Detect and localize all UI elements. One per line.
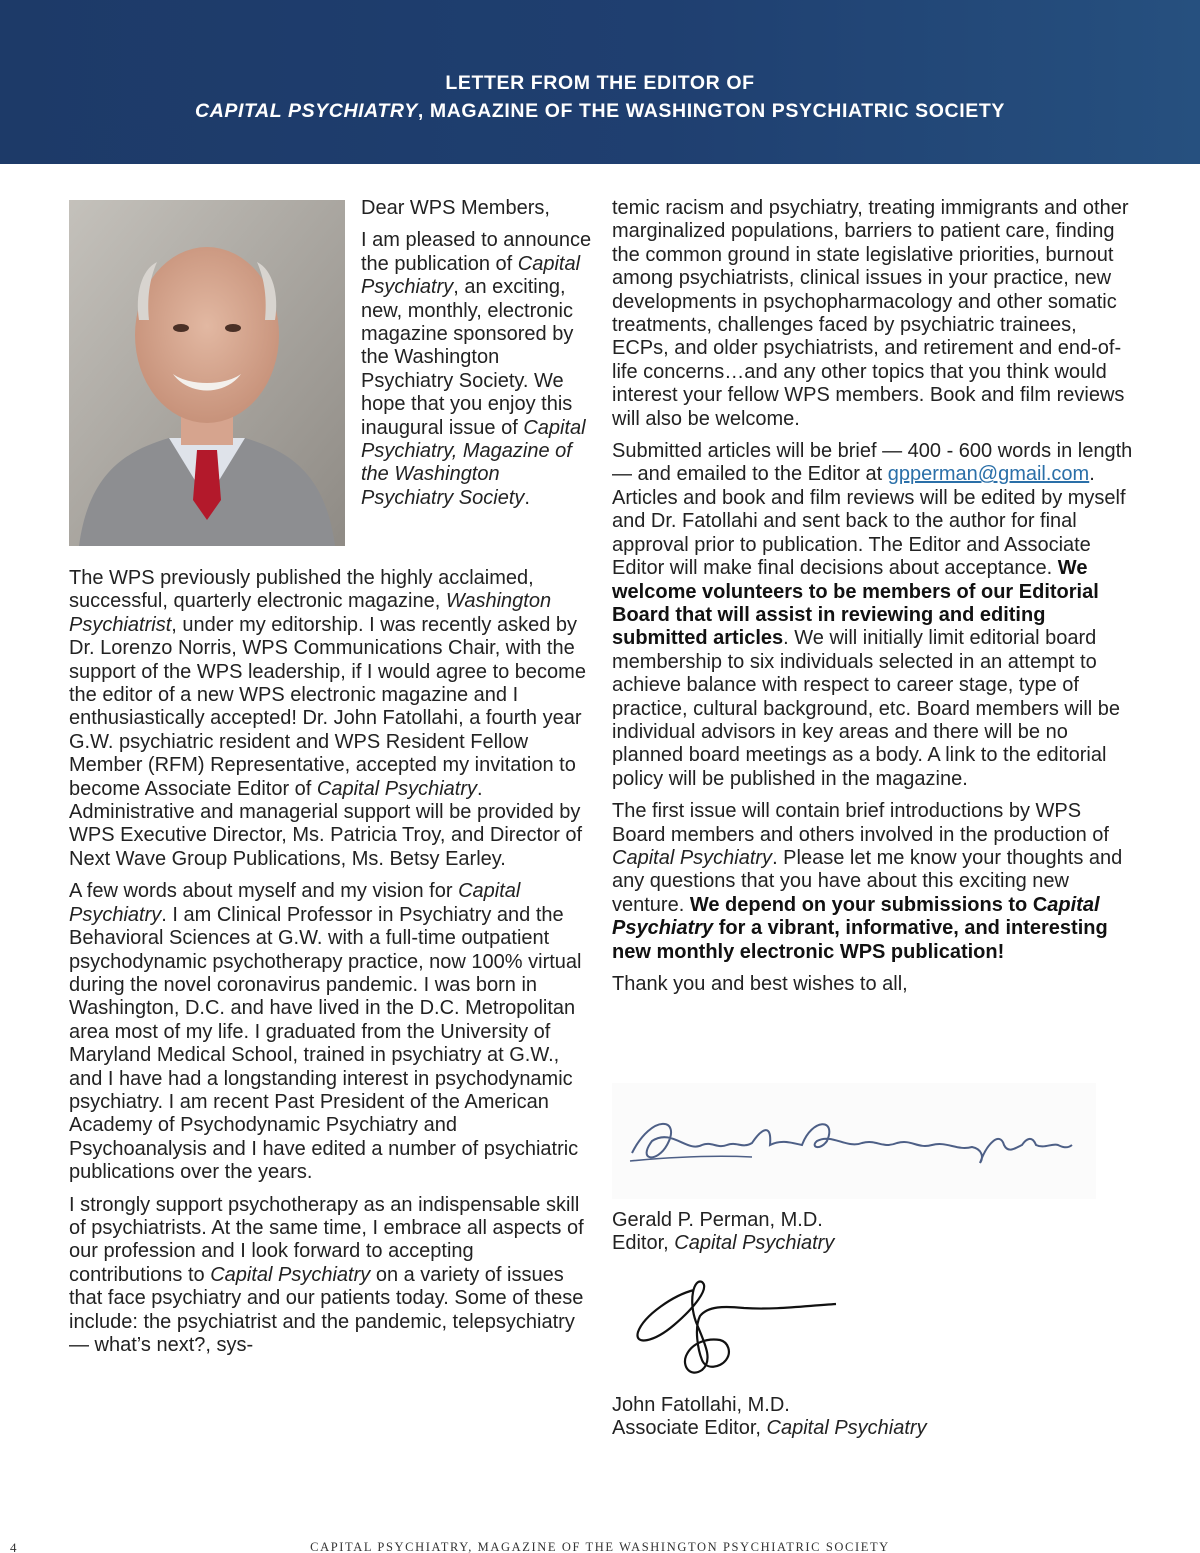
paragraph-topics: temic racism and psychiatry, treating immigrants and other marginalized populations, barriers to patient care, finding the common ground in state legislative priorities, burnout among psychiatrists, clinical issues in your practice, new developments in psychopharmacology and other somatic treatments, challenges faced by psychiatric trainees, ECPs, and older psychiatrists, and retirement and end-of-life concerns…and any other topics that you think would interest your fellow WPS members. Book and film reviews will also be welcome. [612,197,1129,430]
right-column [612,197,1134,1005]
editor-email-link[interactable]: gpperman@gmail.com [887,463,1090,486]
header-title-line2 [0,100,1200,123]
left-column [69,567,591,1366]
intro-paragraph: I am pleased to announce the publication of Capital Psychiatry, an exciting, new, monthly, electronic magazine sponsored by the Washington Psychiatry Society. We hope that you enjoy this inaugural issue of Capital Psychiatry, Magazine of the Washington Psychiatry Society. [361,229,592,509]
associate-editor-name: John Fatollahi, M.D. [612,1394,790,1416]
editor-signature [612,1083,1096,1199]
paragraph-about-editor: A few words about myself and my vision for Capital Psychiatry. I am Clinical Professor in Psychiatry and the Behavioral Sciences at G.W. with a full-time outpatient psychodynamic psychotherapy practice, now 100% virtual during the novel coronavirus pandemic. I was born in Washington, D.C. and have lived in the D.C. Metropolitan area most of my life. I graduated from the University of Maryland Medical School, trained in psychiatry at G.W., and I have had a longstanding interest in psychodynamic psychiatry. I am recent Past President of the American Academy of Psychodynamic Psychiatry and Psychoanalysis and I have edited a number of psychiatric publications over the years. [69,880,582,1184]
editor-photo [69,200,345,546]
associate-editor-signature-block [612,1394,927,1441]
footer-running-title: CAPITAL PSYCHIATRY, MAGAZINE OF THE WASHINGTON PSYCHIATRIC SOCIETY [310,1540,890,1553]
salutation: Dear WPS Members, [361,197,550,219]
header-title-line1: LETTER FROM THE EDITOR OF [445,72,755,94]
closing-line: Thank you and best wishes to all, [612,973,908,995]
associate-editor-role: Associate Editor, Capital Psychiatry [612,1417,927,1440]
page-number: 4 [10,1540,17,1553]
editor-name: Gerald P. Perman, M.D. [612,1209,823,1231]
header-magazine-name: CAPITAL PSYCHIATRY [195,100,418,122]
editor-role: Editor, Capital Psychiatry [612,1232,835,1255]
editor-signature-block [612,1209,834,1256]
paragraph-vision: I strongly support psychotherapy as an indispensable skill of psychiatrists. At the same time, I embrace all aspects of our profession and I look forward to accepting contributions to Capital Psychiatry on a variety of issues that face psychiatry and our patients today. Some of these include: the psychiatrist and the pandemic, telepsychiatry — what’s next?, sys- [69,1193,584,1356]
paragraph-first-issue: The first issue will contain brief introductions by WPS Board members and others involved in the production of Capital Psychiatry. Please let me know your thoughts and any questions that you have about this exciting new venture. We depend on your submissions to Capital Psychiatry for a vibrant, informative, and interesting new monthly electronic WPS publication! [612,800,1123,963]
intro-column [361,197,593,519]
associate-editor-signature [624,1270,844,1386]
paragraph-history: The WPS previously published the highly acclaimed, successful, quarterly electronic magazine, Washington Psychiatrist, under my editorship. I was recently asked by Dr. Lorenzo Norris, WPS Communications Chair, with the support of the WPS leadership, if I would agree to become the editor of a new WPS electronic magazine and I enthusiastically accepted! Dr. John Fatollahi, a fourth year G.W. psychiatric resident and WPS Resident Fellow Member (RFM) Representative, accepted my invitation to become Associate Editor of Capital Psychiatry. Administrative and managerial support will be provided by WPS Executive Director, Ms. Patricia Troy, and Director of Next Wave Group Publications, Ms. Betsy Earley. [69,567,586,870]
header-subtitle: , MAGAZINE OF THE WASHINGTON PSYCHIATRIC SOCIETY [417,100,1005,122]
paragraph-submissions: Submitted articles will be brief — 400 - 600 words in length — and emailed to the Editor at gpperman@gmail.com. Articles and book and film reviews will be edited by myself and Dr. Fatollahi and sent back to the author for final approval prior to publication. The Editor and Associate Editor will make final decisions about acceptance. We welcome volunteers to be members of our Editorial Board that will assist in reviewing and editing submitted articles. We will initially limit editorial board membership to six individuals selected in an attempt to achieve balance with respect to career stage, type of practice, cultural background, etc. Board members will be individual advisors in key areas and there will be no planned board meetings as a body. A link to the editorial policy will be published in the magazine. [612,440,1133,790]
